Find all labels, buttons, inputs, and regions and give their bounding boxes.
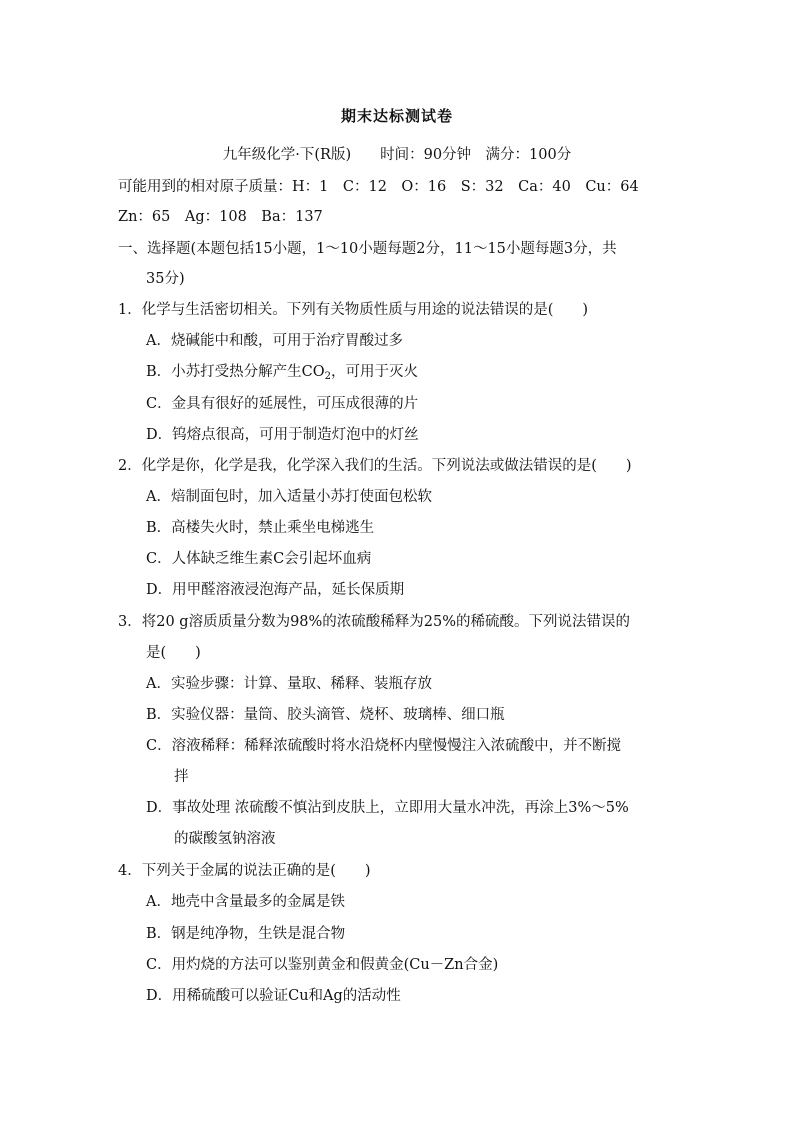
question-4-stem: 4．下列关于金属的说法正确的是( ) [118,863,371,879]
question-1-option-a: A．烧碱能中和酸，可用于治疗胃酸过多 [146,333,403,349]
co2-subscript: 2 [324,371,332,382]
question-4-option-a: A．地壳中含量最多的金属是铁 [146,894,345,910]
question-3-option-d: D．事故处理 浓硫酸不慎沾到皮肤上，立即用大量水冲洗，再涂上3%～5% [146,800,629,816]
question-2-option-d: D．用甲醛溶液浸泡海产品，延长保质期 [146,582,405,598]
question-1-option-d: D．钨熔点很高，可用于制造灯泡中的灯丝 [146,427,419,443]
section-heading-cont: 35分) [146,271,185,287]
question-2-option-a: A．焙制面包时，加入适量小苏打使面包松软 [146,489,432,505]
option-b-text: B．小苏打受热分解产生CO [146,364,325,380]
option-b-text-end: ，可用于灭火 [331,364,419,380]
page-title: 期末达标测试卷 [340,107,453,125]
question-3-stem: 3．将20 g溶质质量分数为98%的浓硫酸稀释为25%的稀硫酸。下列说法错误的 [118,614,631,630]
question-2-option-c: C．人体缺乏维生素C会引起坏血病 [146,551,372,567]
question-2-stem: 2．化学是你，化学是我，化学深入我们的生活。下列说法或做法错误的是( ) [118,458,632,474]
question-3-option-a: A．实验步骤：计算、量取、稀释、装瓶存放 [146,676,432,692]
question-4-option-c: C．用灼烧的方法可以鉴别黄金和假黄金(Cu－Zn合金) [146,957,499,973]
question-1-option-c: C．金具有很好的延展性，可压成很薄的片 [146,396,419,412]
atomic-masses-line-1: 可能用到的相对原子质量：H：1 C：12 O：16 S：32 Ca：40 Cu：64 [118,179,639,195]
exam-info: 九年级化学·下(R版) 时间：90分钟 满分：100分 [222,147,572,163]
question-3-option-b: B．实验仪器：量筒、胶头滴管、烧杯、玻璃棒、细口瓶 [146,707,505,723]
question-1-stem: 1．化学与生活密切相关。下列有关物质性质与用途的说法错误的是( ) [118,302,589,318]
question-3-stem-cont: 是( ) [146,645,201,661]
question-4-option-d: D．用稀硫酸可以验证Cu和Ag的活动性 [146,988,401,1004]
question-3-option-c: C．溶液稀释：稀释浓硫酸时将水沿烧杯内壁慢慢注入浓硫酸中，并不断搅 [146,738,622,754]
question-2-option-b: B．高楼失火时，禁止乘坐电梯逃生 [146,520,375,536]
atomic-masses-line-2: Zn：65 Ag：108 Ba：137 [118,209,323,225]
question-1-option-b [146,362,418,382]
section-heading: 一、选择题(本题包括15小题，1～10小题每题2分，11～15小题每题3分，共 [118,241,617,257]
question-3-option-c-cont: 拌 [174,769,189,785]
question-3-option-d-cont: 的碳酸氢钠溶液 [174,831,276,847]
question-4-option-b: B．钢是纯净物，生铁是混合物 [146,926,346,942]
